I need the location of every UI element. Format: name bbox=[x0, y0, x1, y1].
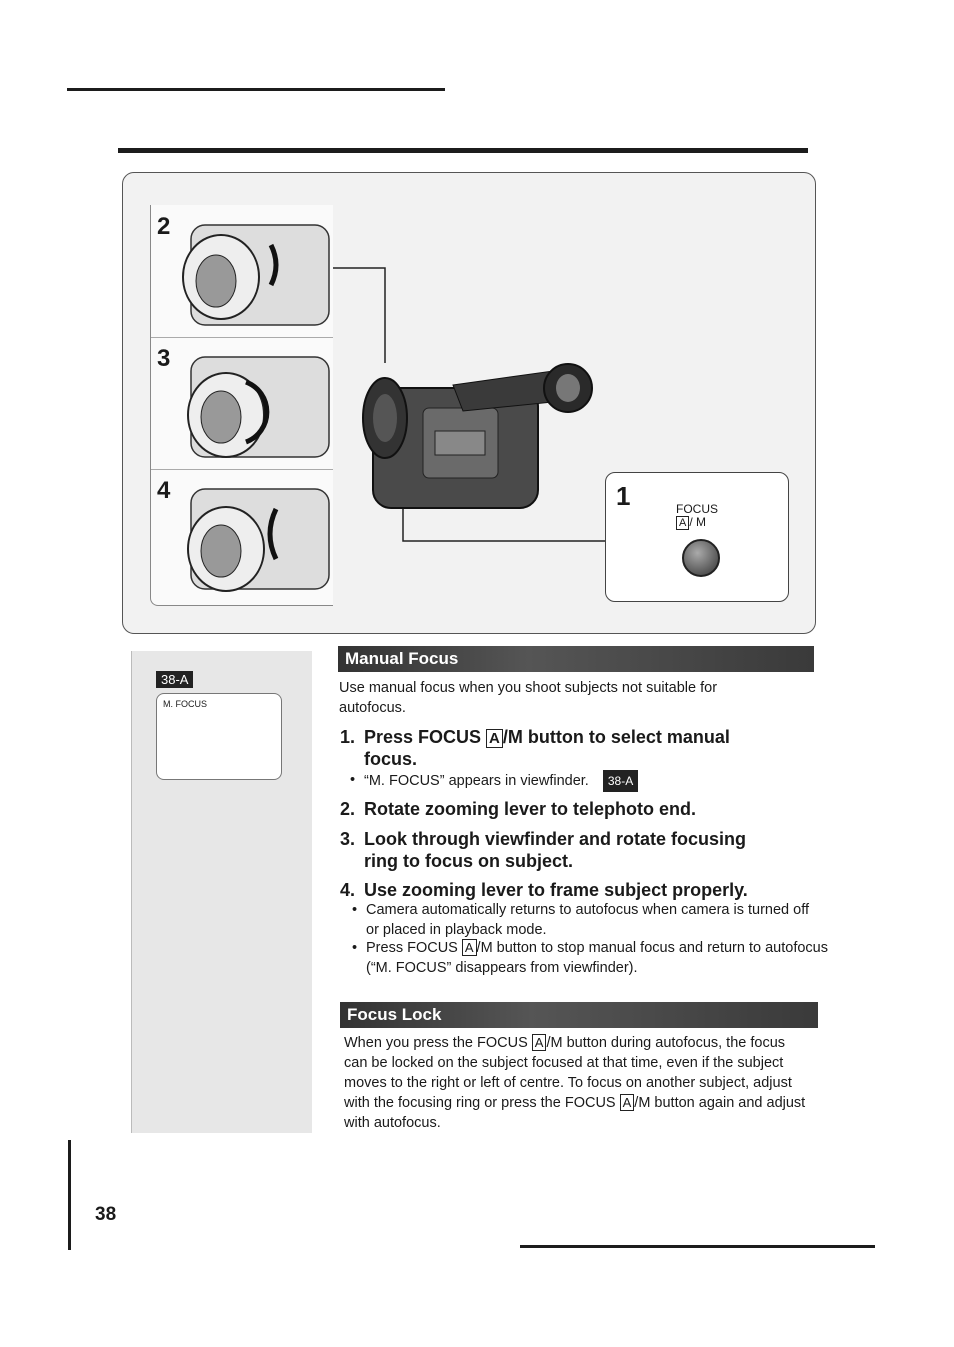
focus-button-callout bbox=[605, 472, 789, 602]
step-number: 2 bbox=[157, 213, 171, 240]
lens-icon bbox=[151, 337, 333, 469]
focus-lock-text: When you press the FOCUS A /M button during autofocus, the focus can be locked on the subject focused at that time, even if the subject moves to the right or left of centre. To focus on another subject, adjust with the focusing ring or press the FOCUS A /M button again and adjust with autofocus. bbox=[344, 1035, 806, 1131]
focus-am-button[interactable] bbox=[682, 539, 720, 577]
auto-mode-box: A bbox=[486, 729, 503, 748]
step-1-note: • “M. FOCUS” appears in viewfinder. 38-A bbox=[350, 770, 804, 792]
section-title-manual-focus: Manual Focus bbox=[338, 646, 814, 672]
viewfinder-text: M. FOCUS bbox=[163, 699, 207, 709]
viewfinder-display bbox=[156, 693, 282, 780]
lens-icon bbox=[151, 205, 333, 337]
top-short-rule bbox=[67, 88, 445, 91]
left-margin-rule bbox=[68, 1140, 71, 1250]
auto-mode-box: A bbox=[676, 516, 689, 530]
step-4-note-2: • Press FOCUS A /M button to stop manual focus and return to autofocus (“M. FOCUS” disappears from viewfinder). bbox=[352, 938, 834, 978]
bottom-rule bbox=[520, 1245, 875, 1248]
step-1: 1. Press FOCUS A /M button to select manual focus. bbox=[340, 727, 730, 769]
step-4: 4. Use zooming lever to frame subject properly. bbox=[340, 880, 748, 900]
reference-tag: 38-A bbox=[156, 671, 193, 688]
lens-icon bbox=[151, 469, 333, 605]
step-panel-3 bbox=[151, 337, 333, 470]
auto-mode-box: A bbox=[532, 1034, 547, 1051]
step-3: 3. Look through viewfinder and rotate focusing ring to focus on subject. bbox=[340, 829, 747, 871]
page-number: 38 bbox=[95, 1204, 117, 1225]
header-rule bbox=[118, 148, 808, 153]
section-title-focus-lock: Focus Lock bbox=[340, 1002, 818, 1028]
step-illustrations bbox=[150, 205, 333, 606]
step-panel-2 bbox=[151, 205, 333, 338]
step-panel-4 bbox=[151, 469, 333, 605]
reference-tag: 38-A bbox=[603, 770, 638, 792]
auto-mode-box: A bbox=[462, 939, 477, 956]
focus-button-label: FOCUS A / M bbox=[676, 502, 718, 529]
step-number: 3 bbox=[157, 345, 171, 372]
camcorder-icon bbox=[363, 364, 592, 508]
auto-mode-box: A bbox=[620, 1094, 635, 1111]
step-2: 2. Rotate zooming lever to telephoto end. bbox=[340, 799, 697, 819]
step-4-note-1: • Camera automatically returns to autofocus when camera is turned off or placed in playback mode. bbox=[352, 900, 811, 940]
step-number: 4 bbox=[157, 477, 171, 504]
callout-step-number: 1 bbox=[616, 481, 631, 511]
manual-focus-intro: Use manual focus when you shoot subjects not suitable for autofocus. bbox=[339, 680, 718, 716]
viewfinder-sidebar bbox=[131, 651, 312, 1133]
